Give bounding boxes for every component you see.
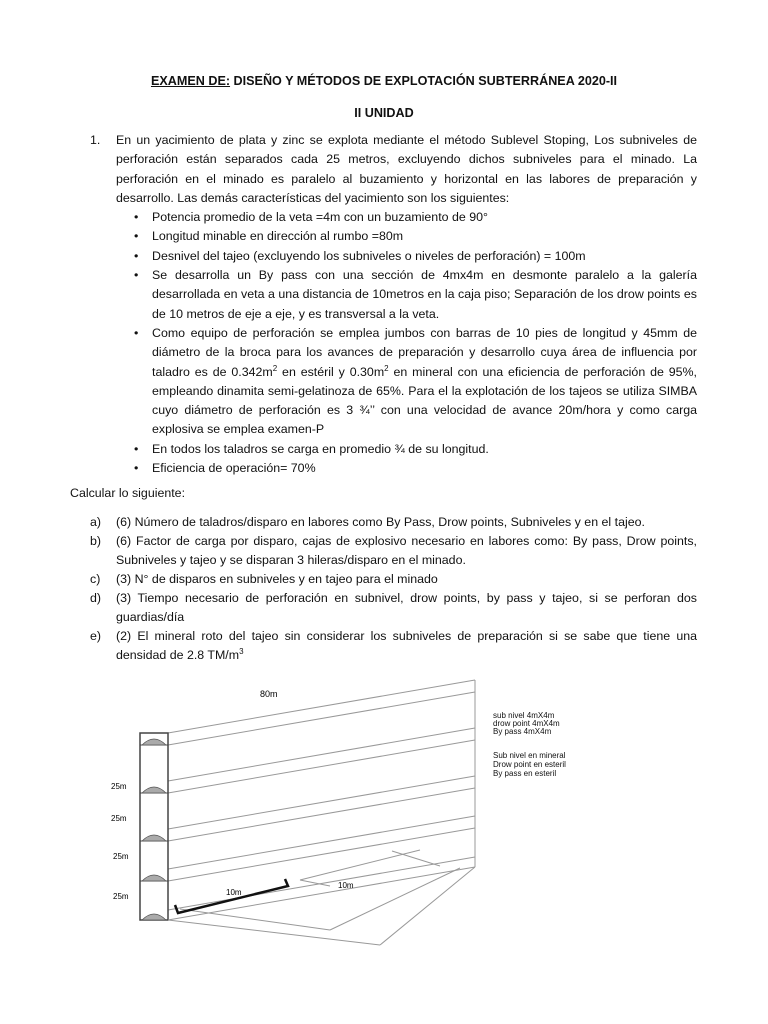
task-list xyxy=(90,513,697,665)
task-text: (3) N° de disparos en subniveles y en tajeo para el minado xyxy=(116,572,438,586)
task-letter: c) xyxy=(90,572,101,586)
question-number: 1. xyxy=(90,133,101,147)
calc-label: Calcular lo siguiente: xyxy=(70,486,186,500)
characteristics-list xyxy=(134,208,697,478)
level-label: 25m xyxy=(113,892,129,901)
bullet-item: • Se desarrolla un By pass con una sección de 4mx4m en desmonte paralelo a la galería desarrollada en veta a una distancia de 10metros en la caja piso; Separación de los drow points es de 10 metros de eje a eje, y es transversal a la veta. xyxy=(134,266,697,324)
legend-line: By pass 4mX4m xyxy=(493,727,552,736)
bullet-item: • Longitud minable en dirección al rumbo =80m xyxy=(134,227,697,246)
bullet-item: • En todos los taladros se carga en promedio ¾ de su longitud. xyxy=(134,440,697,459)
bullet5-part-c: en mineral con una eficiencia de perforación de 95%, empleando dinamita semi-gelatinoza de 65%. Para el la explotación de los tajeos se utiliza SIMBA cuyo diámetro de perforación es 3 ¾’’ con una velocidad de avance 20m/hora y como carga explosiva se emplea examen-P xyxy=(152,364,697,437)
level-label: 25m xyxy=(111,782,127,791)
task-item xyxy=(90,589,697,627)
task-text: (3) Tiempo necesario de perforación en subnivel, drow points, by pass y tajeo, si se perforan dos guardias/día xyxy=(116,591,697,624)
superscript: 3 xyxy=(239,646,244,656)
task-item xyxy=(90,627,697,665)
bullet-item: • Desnivel del tajeo (excluyendo los subniveles o niveles de perforación) = 100m xyxy=(134,247,697,266)
superscript: 2 xyxy=(272,363,278,373)
task-item xyxy=(90,570,697,589)
exam-title xyxy=(0,74,768,88)
legend-line: sub nivel 4mX4m xyxy=(493,711,555,720)
bullet-item: • Potencia promedio de la veta =4m con un buzamiento de 90° xyxy=(134,208,697,227)
legend-line: Sub nivel en mineral xyxy=(493,751,566,760)
superscript: 2 xyxy=(384,363,389,373)
task-text: (6) Factor de carga por disparo, cajas de explosivo necesario en labores como: By pass, Drow points, Subniveles y tajeo y se disparan 3 hileras/disparo en el minado. xyxy=(116,534,697,567)
task-letter: a) xyxy=(90,515,102,529)
task-item xyxy=(90,532,697,570)
task-item xyxy=(90,513,697,532)
floor-outline xyxy=(168,850,475,945)
level-label: 25m xyxy=(113,852,129,861)
unit-heading: II UNIDAD xyxy=(354,106,414,120)
task-letter: d) xyxy=(90,591,102,605)
floor-label: 10m xyxy=(226,888,242,897)
level-column xyxy=(140,733,168,920)
bullet-item: • Eficiencia de operación= 70% xyxy=(134,459,697,478)
bullet5-part-b: en estéril y 0.30m xyxy=(277,364,385,379)
question-1 xyxy=(90,131,697,478)
legend-line: By pass en esteril xyxy=(493,769,557,778)
length-label: 80m xyxy=(260,689,278,699)
bullet5-part-a: Como equipo de perforación se emplea jumbos con barras de 10 pies de longitud y 45mm de diámetro de la broca para los avances de preparación y desarrollo cuya área de influencia por taladro es de 0.342m xyxy=(152,325,697,379)
legend xyxy=(493,711,566,778)
task-text: (6) Número de taladros/disparo en labores como By Pass, Drow points, Subniveles y en el tajeo. xyxy=(116,515,645,529)
level-label: 25m xyxy=(111,814,127,823)
floor-label: 10m xyxy=(338,881,354,890)
stope-diagram xyxy=(100,675,620,950)
question-intro: En un yacimiento de plata y zinc se explota mediante el método Sublevel Stoping, Los subniveles de perforación están separados cada 25 metros, excluyendo dichos subniveles para el minado. La perforación en el minado es paralelo al buzamiento y horizontal en las labores de preparación y desarrollo. Las demás características del yacimiento son los siguientes: xyxy=(116,133,697,205)
task-text: (2) El mineral roto del tajeo sin considerar los subniveles de preparación si se sabe que tiene una densidad de 2.8 TM/m xyxy=(116,629,697,662)
task-letter: b) xyxy=(90,534,102,548)
bullet-item xyxy=(134,324,697,440)
legend-line: Drow point en esteril xyxy=(493,760,566,769)
title-rest: DISEÑO Y MÉTODOS DE EXPLOTACIÓN SUBTERRÁNEA 2020-II xyxy=(230,74,618,88)
title-prefix: EXAMEN DE: xyxy=(150,74,231,88)
legend-line: drow point 4mX4m xyxy=(493,719,560,728)
task-letter: e) xyxy=(90,629,102,643)
